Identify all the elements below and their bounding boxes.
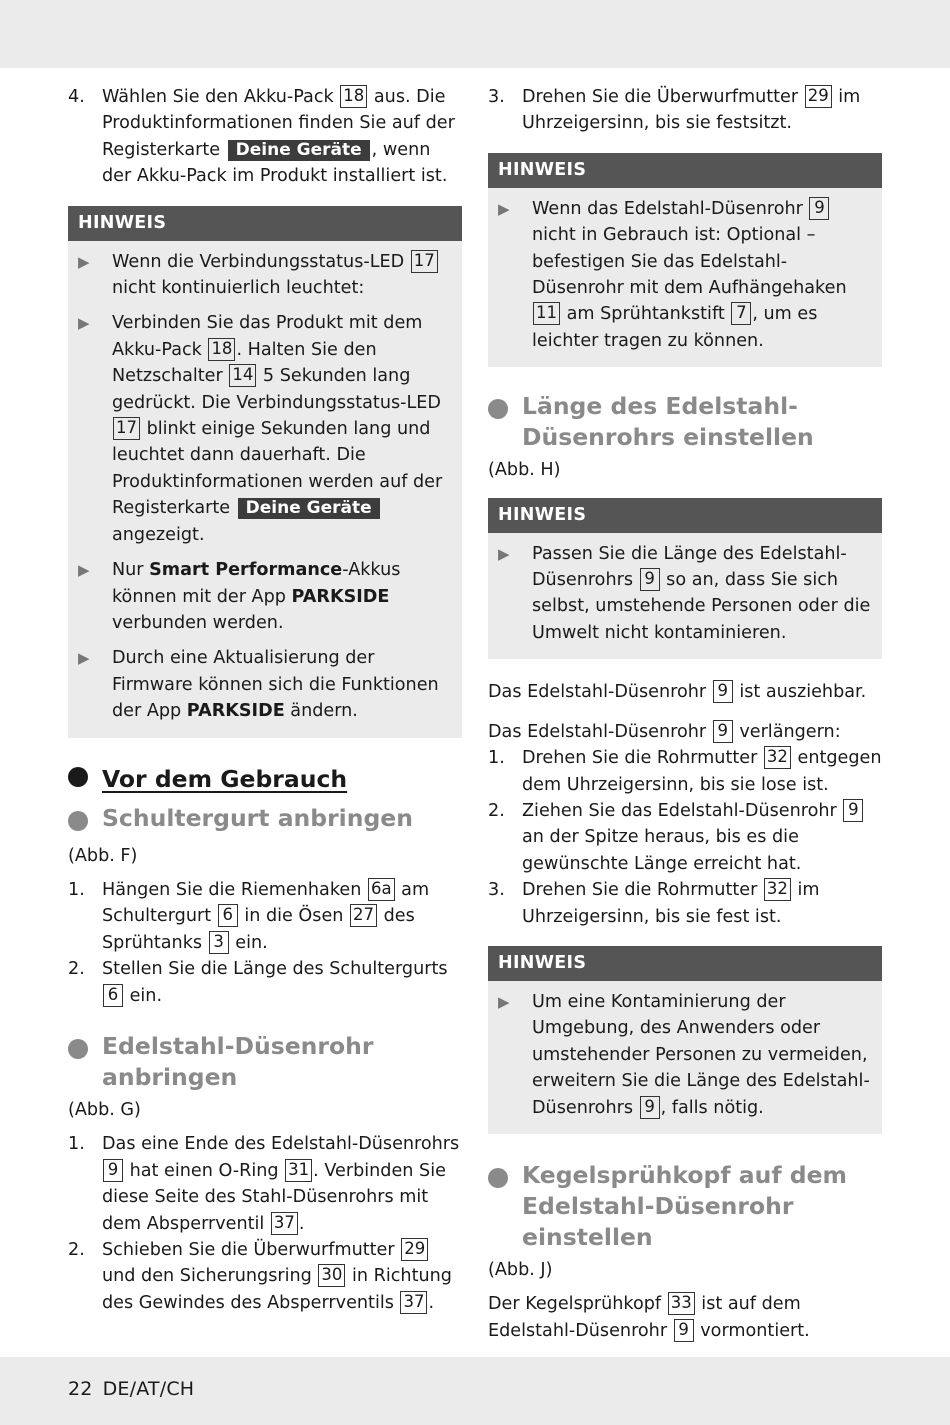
note-text [112,645,452,724]
list-item [78,645,452,724]
ref-number: 27 [350,904,377,927]
text: Nur [112,560,150,581]
bold-text: Smart Performance [149,560,343,581]
page-footer [68,1378,194,1400]
text: vormontiert. [694,1320,810,1341]
step-text [102,84,462,190]
ref-number: 29 [805,85,832,108]
note-box [488,946,882,1134]
figure-ref: (Abb. G) [68,1099,141,1120]
filled-circle-icon [68,764,102,795]
step-number: 3. [488,87,505,107]
bold-text: PARKSIDE [186,701,285,722]
note-body [488,188,882,367]
triangle-arrow-icon: ▶ [78,649,90,668]
note-box [488,498,882,660]
filled-circle-icon [68,803,102,839]
text: . Halten Sie den Netzschalter [112,339,377,387]
heading-text: Länge des Edelstahl-Düsenrohrs einstellen [522,392,814,452]
text: verlängern: [733,721,841,742]
note-body [488,981,882,1134]
ref-number: 14 [229,364,256,387]
text: in die Ösen [238,906,350,927]
language-codes: DE/AT/CH [102,1378,195,1400]
step-number: 3. [488,880,505,901]
heading-text: Kegelsprühkopf auf dem Edelstahl-Düsenrohr einstellen [522,1160,848,1251]
figure-ref: (Abb. J) [488,1259,553,1280]
figure-ref: (Abb. F) [68,845,138,866]
step-text [522,877,882,930]
text: ist ausziehbar. [733,682,867,703]
list-item [78,249,452,302]
text: Wenn das Edelstahl-Düsenrohr [532,198,809,219]
text: Hängen Sie die Riemenhaken [102,879,367,900]
text: Stellen Sie die Länge des Schultergurts [102,959,448,980]
text: , wenn der Akku-Pack im Produkt installiert ist. [102,139,448,187]
tab-label-deine-geraete: Deine Geräte [238,498,380,519]
text: am Sprühtankstift [561,304,731,325]
text: Ziehen Sie das Edelstahl-Düsenrohr [522,800,843,821]
text: -Akkus können mit der App [112,560,401,607]
note-text [112,310,452,548]
ref-number: 9 [713,680,733,703]
step-number: 4. [68,87,85,107]
ref-number: 6 [103,984,123,1007]
text: Drehen Sie die Rohrmutter [522,748,763,769]
heading-text: Schultergurt anbringen [102,803,413,832]
ref-number: 11 [533,302,560,325]
list-item [68,1237,462,1316]
ref-number: 18 [208,338,235,361]
header-band [0,0,950,68]
text: ein. [229,932,268,953]
list-item [68,877,462,956]
text: Um eine Kontaminierung der Umgebung, des Anwenders oder umstehender Personen zu vermeiden, erweitern Sie die Länge des Edelstahl-Düsenrohrs [532,991,870,1118]
step-number: 1. [488,748,505,769]
section-heading [68,764,462,795]
filled-circle-icon [488,1160,522,1253]
text: des Sprühtanks [102,906,415,953]
step-text [522,745,882,798]
text: Das eine Ende des Edelstahl-Düsenrohrs [102,1134,460,1155]
text: . [298,1213,305,1234]
ref-number: 31 [285,1159,312,1182]
step-text [522,798,882,877]
text: Passen Sie die Länge des Edelstahl-Düsenrohrs [532,543,847,591]
heading-text: Edelstahl-Düsenrohr anbringen [102,1031,374,1091]
text: aus. Die Produktinformationen finden Sie auf der Registerkarte [102,87,455,160]
ref-number: 7 [731,302,751,325]
ref-number: 29 [401,1238,428,1261]
subsection-heading [68,803,462,839]
ref-number: 30 [318,1264,345,1287]
text: in Richtung des Gewindes des Absperrventils [102,1266,452,1313]
triangle-arrow-icon: ▶ [498,199,510,218]
step-list-verlaengern [488,745,882,930]
filled-circle-icon [488,391,522,453]
note-text [532,541,872,647]
ref-number: 9 [103,1159,123,1182]
ref-number: 9 [640,568,660,591]
step-number: 2. [68,1240,85,1260]
text: Drehen Sie die Überwurfmutter [522,87,804,107]
text: nicht in Gebrauch ist: Optional – befestigen Sie das Edelstahl-Düsenrohr mit dem Aufhängehaken [532,225,847,299]
text: im Uhrzeigersinn, bis sie festsitzt. [522,87,861,134]
step-number: 2. [68,959,85,980]
list-item [488,798,882,877]
list-item [68,84,462,190]
step-text [522,84,882,137]
text: verbunden werden. [112,612,284,633]
list-item [498,196,872,354]
step-number: 2. [488,800,505,821]
list-item [78,310,452,548]
note-body [68,241,462,738]
text: Drehen Sie die Rohrmutter [522,880,763,901]
ref-number: 9 [674,1319,694,1342]
list-item [488,877,882,930]
text: am Schultergurt [102,879,430,927]
text: so an, dass Sie sich selbst, umstehende Personen oder die Umwelt nicht kontaminieren. [532,570,871,643]
text: an der Spitze heraus, bis es die gewünschte Länge erreicht hat. [522,827,802,874]
note-title: HINWEIS [68,206,462,241]
text: ist auf dem Edelstahl-Düsenrohr [488,1294,801,1341]
paragraph [488,679,882,705]
step-list-schultergurt [68,877,462,1009]
figure-ref: (Abb. H) [488,460,561,481]
step-number: 1. [68,1134,85,1155]
list-item [488,745,882,798]
list-item [498,989,872,1121]
text: entgegen dem Uhrzeigersinn, bis sie lose ist. [522,748,882,795]
subsection-heading [68,1031,462,1093]
text: ändern. [284,701,358,722]
triangle-arrow-icon: ▶ [498,992,510,1011]
left-column [68,84,462,1316]
step-text [102,956,462,1009]
text: , falls nötig. [660,1097,764,1118]
ref-number: 6a [368,878,395,901]
note-text [532,989,872,1121]
note-title: HINWEIS [488,498,882,533]
ref-number: 32 [764,746,791,769]
list-item [68,1131,462,1237]
list-item [68,956,462,1009]
note-box [68,206,462,738]
note-text [112,249,452,302]
bold-text: PARKSIDE [291,586,390,607]
subsection-heading [488,391,882,453]
note-box [488,153,882,367]
tab-label-deine-geraete: Deine Geräte [228,140,370,161]
ref-number: 37 [400,1291,427,1314]
text: Verbinden Sie das Produkt mit dem Akku-Pack [112,313,423,360]
ref-number: 37 [271,1212,298,1235]
step-text [102,1131,462,1237]
triangle-arrow-icon: ▶ [78,561,90,580]
list-item [498,541,872,647]
step-text [102,1237,462,1316]
text: Das Edelstahl-Düsenrohr [488,721,712,742]
ref-number: 6 [218,904,238,927]
note-title: HINWEIS [488,946,882,981]
right-column [488,84,882,1344]
text: . [428,1292,435,1313]
list-item [488,84,882,137]
triangle-arrow-icon: ▶ [78,252,90,271]
ref-number: 18 [340,85,367,108]
step-list-duesenrohr [68,1131,462,1316]
list-item [78,557,452,636]
paragraph [488,719,882,745]
ref-number: 9 [843,799,863,822]
text: Durch eine Aktualisierung der Firmware können sich die Funktionen der App [112,648,439,722]
filled-circle-icon [68,1031,102,1093]
note-title: HINWEIS [488,153,882,188]
text: im Uhrzeigersinn, bis sie fest ist. [522,880,820,927]
text: 5 Sekunden lang gedrückt. Die Verbindungsstatus-LED [112,366,441,413]
ref-number: 32 [764,878,791,901]
text: blinkt einige Sekunden lang und leuchtet dann dauerhaft. Die Produktinformationen werden auf der Registerkarte [112,419,443,519]
text: nicht kontinuierlich leuchtet: [112,278,365,299]
step-list-ueberwurfmutter [488,84,882,137]
ref-number: 9 [713,720,733,743]
text: hat einen O-Ring [124,1160,285,1181]
text: Wenn die Verbindungsstatus-LED [112,251,410,272]
paragraph [488,1291,882,1344]
text: . Verbinden Sie diese Seite des Stahl-Düsenrohrs mit dem Absperrventil [102,1160,446,1234]
text: Das Edelstahl-Düsenrohr [488,682,712,703]
step-number: 1. [68,879,85,900]
ref-number: 9 [640,1096,660,1119]
text: Schieben Sie die Überwurfmutter [102,1240,401,1260]
text: Der Kegelsprühkopf [488,1294,667,1315]
note-text [532,196,872,354]
note-text [112,557,452,636]
text: angezeigt. [112,524,205,545]
ref-number: 9 [809,197,829,220]
triangle-arrow-icon: ▶ [498,544,510,563]
step-list-akku [68,84,462,190]
text: und den Sicherungsring [102,1266,318,1287]
subsection-heading [488,1160,882,1253]
page-number: 22 [68,1378,93,1400]
ref-number: 33 [668,1292,695,1315]
ref-number: 17 [411,250,438,273]
note-body [488,533,882,660]
text: ein. [124,985,163,1006]
step-text [102,877,462,956]
ref-number: 17 [113,417,140,440]
text: Wählen Sie den Akku-Pack [102,87,340,107]
heading-text: Vor dem Gebrauch [102,764,348,793]
ref-number: 3 [209,931,229,954]
triangle-arrow-icon: ▶ [78,314,90,333]
text: , um es leichter tragen zu können. [532,304,818,351]
